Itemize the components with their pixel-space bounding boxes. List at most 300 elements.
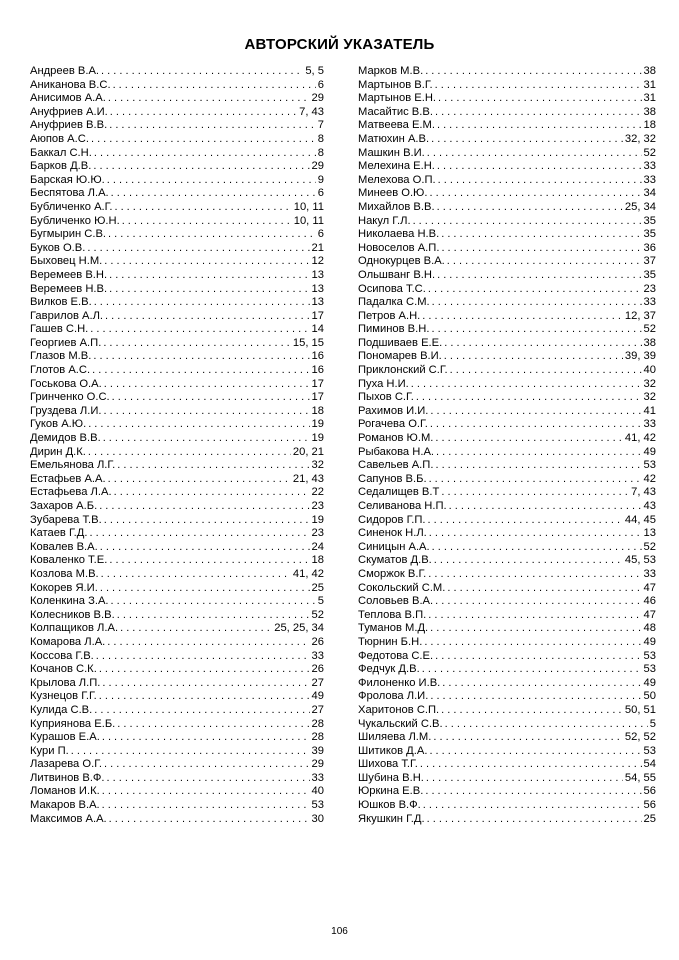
dot-leader xyxy=(93,350,309,364)
author-name: Ольшванг В.Н. xyxy=(358,268,436,281)
index-entry xyxy=(30,554,324,568)
index-entry xyxy=(358,486,656,500)
author-name: Естафьева Л.А. xyxy=(30,486,112,499)
index-entry xyxy=(30,785,324,799)
page-references: 33 xyxy=(643,567,656,580)
page-references: 31 xyxy=(643,92,656,105)
page-references: 33 xyxy=(643,173,656,186)
index-entry xyxy=(358,119,656,133)
author-name: Федотова С.Е. xyxy=(358,649,434,662)
dot-leader xyxy=(441,704,623,718)
author-name: Кокорев Я.И. xyxy=(30,581,98,594)
page-references: 8 xyxy=(317,132,324,145)
index-entry xyxy=(358,500,656,514)
author-name: Куприянова Е.Б. xyxy=(30,717,116,730)
page-references: 19 xyxy=(311,513,324,526)
dot-leader xyxy=(422,310,623,324)
page-references: 12, 37 xyxy=(624,309,656,322)
index-column-left xyxy=(30,65,324,826)
author-name: Бугмырин С.В. xyxy=(30,228,107,241)
dot-leader xyxy=(430,418,642,432)
index-entry xyxy=(30,160,324,174)
page-references: 49 xyxy=(643,676,656,689)
dot-leader xyxy=(435,432,622,446)
dot-leader xyxy=(429,473,642,487)
page-references: 37 xyxy=(643,255,656,268)
dot-leader xyxy=(429,745,641,759)
page-references: 23 xyxy=(311,500,324,512)
page-references: 26 xyxy=(311,635,324,648)
dot-leader xyxy=(101,65,303,79)
page-references: 24 xyxy=(311,540,324,553)
author-name: Гуков А.Ю. xyxy=(30,418,87,431)
page-references: 5, 5 xyxy=(305,65,324,77)
author-name: Барская Ю.Ю. xyxy=(30,173,105,186)
author-name: Якушкин Г.Д. xyxy=(358,812,425,825)
author-name: Барков Д.В. xyxy=(30,160,92,173)
index-entry xyxy=(358,133,656,147)
dot-leader xyxy=(430,405,641,419)
dot-leader xyxy=(93,160,309,174)
dot-leader xyxy=(112,391,310,405)
page-references: 53 xyxy=(311,799,324,812)
author-name: Ануфриев В.В. xyxy=(30,119,108,132)
page-references: 25, 34 xyxy=(624,200,656,213)
dot-leader xyxy=(428,283,642,297)
index-entry xyxy=(30,609,324,623)
author-name: Матвеева Е.М. xyxy=(358,119,435,132)
index-entry xyxy=(30,283,324,297)
author-name: Шиляева Л.М. xyxy=(358,731,432,744)
dot-leader xyxy=(88,446,291,460)
page-number: 106 xyxy=(331,926,348,937)
index-entry xyxy=(30,758,324,772)
index-entry xyxy=(358,731,656,745)
page-references: 35 xyxy=(643,268,656,281)
index-entry xyxy=(358,527,656,541)
author-name: Селиванова Н.П. xyxy=(358,500,447,512)
dot-leader xyxy=(109,813,310,827)
page-references: 47 xyxy=(643,608,656,621)
index-entry xyxy=(30,582,324,596)
dot-leader xyxy=(102,785,310,799)
page-references: 17 xyxy=(311,391,324,404)
dot-leader xyxy=(104,758,310,772)
page-references: 33 xyxy=(643,418,656,431)
author-name: Седалищев В.Т xyxy=(358,486,440,499)
author-name: Пуха Н.И. xyxy=(358,377,409,390)
index-entry xyxy=(358,772,656,786)
author-name: Рогачева О.Г. xyxy=(358,418,428,431)
author-name: Сморжок В.Г. xyxy=(358,567,427,580)
author-name: Ковалев В.А. xyxy=(30,540,98,553)
author-name: Машкин В.И. xyxy=(358,146,425,159)
index-entry xyxy=(358,106,656,120)
author-name: Синицын А.А. xyxy=(358,540,430,553)
author-name: Аниканова В.С. xyxy=(30,78,111,91)
index-entry xyxy=(30,242,324,256)
index-entry xyxy=(358,364,656,378)
dot-leader xyxy=(117,459,309,473)
dot-leader xyxy=(433,731,623,745)
index-entry xyxy=(358,595,656,609)
author-name: Груздева Л.И. xyxy=(30,404,102,417)
page-title: АВТОРСКИЙ УКАЗАТЕЛЬ xyxy=(244,36,435,53)
dot-leader xyxy=(445,718,648,732)
index-entry xyxy=(30,446,324,460)
dot-leader xyxy=(102,677,309,691)
index-entry xyxy=(358,663,656,677)
dot-leader xyxy=(441,486,629,500)
index-entry xyxy=(30,459,324,473)
page-references: 13 xyxy=(311,282,324,295)
page-references: 38 xyxy=(643,65,656,77)
author-name: Пономарев В.И. xyxy=(358,350,442,363)
dot-leader xyxy=(434,554,623,568)
index-entry xyxy=(30,119,324,133)
page-references: 52 xyxy=(643,540,656,553)
author-name: Госькова О.А. xyxy=(30,377,102,390)
author-name: Кулида С.В. xyxy=(30,703,93,716)
author-name: Рыбакова Н.А. xyxy=(358,445,435,458)
page-references: 44, 45 xyxy=(624,513,656,526)
dot-leader xyxy=(94,704,309,718)
author-name: Лазарева О.Г. xyxy=(30,758,102,771)
index-entry xyxy=(30,772,324,786)
dot-leader xyxy=(108,92,310,106)
index-entry xyxy=(30,269,324,283)
page-references: 39, 39 xyxy=(624,350,656,363)
index-entry xyxy=(30,133,324,147)
page-references: 56 xyxy=(643,799,656,812)
dot-leader xyxy=(428,514,623,528)
index-entry xyxy=(30,568,324,582)
dot-leader xyxy=(437,119,642,133)
dot-leader xyxy=(114,201,291,215)
dot-leader xyxy=(431,133,623,147)
page-references: 50, 51 xyxy=(624,703,656,716)
page-references: 54 xyxy=(643,758,656,771)
dot-leader xyxy=(117,609,310,623)
page-references: 7, 43 xyxy=(299,105,324,118)
page-references: 40 xyxy=(311,785,324,798)
index-entry xyxy=(30,378,324,392)
dot-leader xyxy=(437,201,623,215)
author-name: Соловьев В.А. xyxy=(358,595,434,608)
author-name: Накул Г.Л. xyxy=(358,214,411,227)
page-references: 41 xyxy=(643,404,656,417)
page-references: 12 xyxy=(311,255,324,268)
index-entry xyxy=(358,337,656,351)
author-name: Пыхов С.Г. xyxy=(358,391,414,404)
index-entry xyxy=(358,160,656,174)
page-references: 41, 42 xyxy=(624,432,656,445)
index-entry xyxy=(30,663,324,677)
page-references: 13 xyxy=(311,268,324,281)
author-name: Баккал С.Н. xyxy=(30,146,92,159)
dot-leader xyxy=(89,527,309,541)
dot-leader xyxy=(71,745,310,759)
author-name: Коваленко Т.Е. xyxy=(30,554,108,567)
page-references: 53 xyxy=(643,663,656,676)
page-references: 36 xyxy=(643,241,656,254)
page-references: 29 xyxy=(311,92,324,105)
page-references: 43 xyxy=(643,500,656,512)
author-name: Аюпов А.С. xyxy=(30,132,89,145)
index-entry xyxy=(358,785,656,799)
author-name: Кузнецов Г.Г. xyxy=(30,690,97,703)
dot-leader xyxy=(102,799,310,813)
index-entry xyxy=(30,323,324,337)
index-entry xyxy=(30,704,324,718)
index-entry xyxy=(358,79,656,93)
dot-leader xyxy=(107,772,310,786)
page-references: 52, 52 xyxy=(624,731,656,744)
dot-leader xyxy=(114,486,310,500)
page-references: 28 xyxy=(311,717,324,730)
page-references: 13 xyxy=(643,527,656,540)
dot-leader xyxy=(444,350,623,364)
dot-leader xyxy=(430,690,641,704)
index-entry xyxy=(30,813,324,827)
index-entry xyxy=(30,215,324,229)
dot-leader xyxy=(427,147,642,161)
index-entry xyxy=(30,799,324,813)
dot-leader xyxy=(94,147,316,161)
index-entry xyxy=(358,350,656,364)
author-name: Ломанов И.К. xyxy=(30,785,100,798)
page-references: 32 xyxy=(643,391,656,404)
dot-leader xyxy=(104,378,310,392)
index-entry xyxy=(358,391,656,405)
page-references: 29 xyxy=(311,758,324,771)
page-references: 25, 25, 34 xyxy=(274,622,324,635)
index-entry xyxy=(30,296,324,310)
dot-leader xyxy=(413,215,642,229)
author-name: Гринченко О.С. xyxy=(30,391,110,404)
index-entry xyxy=(30,147,324,161)
dot-leader xyxy=(432,296,642,310)
page-references: 35 xyxy=(643,228,656,241)
page-references: 32 xyxy=(643,377,656,390)
dot-leader xyxy=(103,432,310,446)
author-name: Бубличенко Ю.Н. xyxy=(30,214,120,227)
dot-leader xyxy=(99,663,310,677)
page-references: 47 xyxy=(643,581,656,594)
page-references: 41, 42 xyxy=(292,567,324,580)
index-entry xyxy=(358,554,656,568)
dot-leader xyxy=(107,174,316,188)
page-references: 13 xyxy=(311,296,324,309)
dot-leader xyxy=(450,364,642,378)
dot-leader xyxy=(435,106,642,120)
author-name: Сокольский С.М. xyxy=(358,581,446,594)
author-name: Шихова Т.Г. xyxy=(358,758,418,771)
dot-leader xyxy=(111,187,316,201)
dot-leader xyxy=(122,215,292,229)
index-entry xyxy=(358,174,656,188)
page-references: 29 xyxy=(311,160,324,173)
index-entry xyxy=(358,269,656,283)
dot-leader xyxy=(110,106,297,120)
page-references: 6 xyxy=(317,187,324,200)
page-references: 33 xyxy=(311,771,324,784)
index-entry xyxy=(358,514,656,528)
author-name: Глотов А.С. xyxy=(30,364,91,377)
index-entry xyxy=(358,473,656,487)
author-name: Крылова Л.П. xyxy=(30,676,101,689)
page-references: 10, 11 xyxy=(293,200,324,213)
author-name: Кочанов С.К. xyxy=(30,663,97,676)
dot-leader xyxy=(423,799,642,813)
index-entry xyxy=(358,228,656,242)
dot-leader xyxy=(428,609,641,623)
author-name: Юшков В.Ф. xyxy=(358,799,421,812)
dot-leader xyxy=(99,690,310,704)
page-references: 25 xyxy=(643,812,656,825)
index-entry xyxy=(358,459,656,473)
page-references: 18 xyxy=(643,119,656,132)
dot-leader xyxy=(424,636,641,650)
page-references: 53 xyxy=(643,744,656,757)
author-name: Веремеев В.Н. xyxy=(30,268,108,281)
index-entry xyxy=(358,215,656,229)
page-references: 33 xyxy=(643,296,656,309)
page-references: 22 xyxy=(311,486,324,499)
index-entry xyxy=(30,255,324,269)
page-references: 32, 32 xyxy=(624,132,656,145)
author-name: Веремеев Н.В. xyxy=(30,282,108,295)
page-references: 33 xyxy=(311,649,324,662)
index-entry xyxy=(358,378,656,392)
index-entry xyxy=(30,622,324,636)
page-references: 28 xyxy=(311,731,324,744)
dot-leader xyxy=(441,228,641,242)
author-name: Вилков Е.В. xyxy=(30,296,92,309)
index-entry xyxy=(30,405,324,419)
dot-leader xyxy=(437,269,641,283)
index-entry xyxy=(30,201,324,215)
page-references: 39 xyxy=(311,744,324,757)
index-entry xyxy=(358,92,656,106)
page-references: 46 xyxy=(643,595,656,608)
index-entry xyxy=(30,391,324,405)
page-references: 6 xyxy=(317,78,324,91)
author-name: Падалка С.М. xyxy=(358,296,430,309)
dot-leader xyxy=(109,269,309,283)
dot-leader xyxy=(425,65,641,79)
page-references: 21 xyxy=(311,241,324,254)
page-references: 27 xyxy=(311,676,324,689)
index-entry xyxy=(30,541,324,555)
index-entry xyxy=(30,79,324,93)
index-entry xyxy=(358,718,656,732)
page-references: 27 xyxy=(311,703,324,716)
index-entry xyxy=(358,636,656,650)
page-references: 50 xyxy=(643,690,656,703)
page-references: 16 xyxy=(311,364,324,377)
dot-leader xyxy=(87,242,309,256)
dot-leader xyxy=(422,663,642,677)
page-references: 52 xyxy=(643,146,656,159)
page-references: 33 xyxy=(643,160,656,173)
page-references: 5 xyxy=(649,717,656,730)
index-entry xyxy=(358,418,656,432)
page-references: 30 xyxy=(311,812,324,825)
index-entry xyxy=(358,147,656,161)
author-name: Зубарева Т.В. xyxy=(30,513,102,526)
index-entry xyxy=(30,228,324,242)
index-entry xyxy=(30,718,324,732)
index-entry xyxy=(30,65,324,79)
page-references: 19 xyxy=(311,432,324,445)
index-entry xyxy=(358,813,656,827)
author-name: Масайтис В.В. xyxy=(358,105,433,118)
author-name: Пиминов В.Н. xyxy=(358,323,430,336)
page-references: 18 xyxy=(311,404,324,417)
author-name: Шитиков Д.А. xyxy=(358,744,428,757)
index-entry xyxy=(358,255,656,269)
author-name: Приклонский С.Г. xyxy=(358,364,448,377)
dot-leader xyxy=(109,119,316,133)
page-references: 49 xyxy=(643,445,656,458)
author-name: Курашов Е.А. xyxy=(30,731,100,744)
dot-leader xyxy=(108,473,291,487)
dot-leader xyxy=(425,785,641,799)
index-entry xyxy=(30,636,324,650)
page-references: 19 xyxy=(311,418,324,431)
author-name: Скуматов Д.В. xyxy=(358,554,432,567)
index-entry xyxy=(30,486,324,500)
dot-leader xyxy=(111,595,316,609)
index-entry xyxy=(30,187,324,201)
dot-leader xyxy=(88,418,309,432)
index-entry xyxy=(30,514,324,528)
author-name: Новоселов А.П. xyxy=(358,241,440,254)
index-entry xyxy=(358,432,656,446)
author-name: Гашев С.Н. xyxy=(30,323,89,336)
author-name: Матюхин А.В. xyxy=(358,132,430,145)
author-name: Макаров В.А. xyxy=(30,799,100,812)
dot-leader xyxy=(416,391,642,405)
page-references: 15, 15 xyxy=(292,336,324,349)
page-references: 7, 43 xyxy=(631,486,656,499)
index-entry xyxy=(358,758,656,772)
dot-leader xyxy=(444,337,641,351)
dot-leader xyxy=(411,378,642,392)
page-references: 25 xyxy=(311,581,324,594)
index-entry xyxy=(30,432,324,446)
dot-leader xyxy=(102,731,310,745)
dot-leader xyxy=(109,283,309,297)
index-entry xyxy=(358,799,656,813)
index-entry xyxy=(358,201,656,215)
dot-leader xyxy=(429,527,642,541)
dot-leader xyxy=(120,622,272,636)
author-name: Колпащиков Л.А. xyxy=(30,622,119,635)
author-name: Максимов А.А. xyxy=(30,812,107,825)
author-name: Коленкина З.А. xyxy=(30,595,109,608)
author-name: Рахимов И.И. xyxy=(358,404,429,417)
dot-leader xyxy=(435,650,641,664)
author-name: Мелехина Е.Н. xyxy=(358,160,435,173)
author-name: Савельев А.П. xyxy=(358,459,434,472)
author-name: Марков М.В. xyxy=(358,65,424,77)
page-references: 8 xyxy=(317,146,324,159)
dot-leader xyxy=(447,255,642,269)
index-entry xyxy=(358,283,656,297)
author-name: Комарова Л.А. xyxy=(30,635,106,648)
